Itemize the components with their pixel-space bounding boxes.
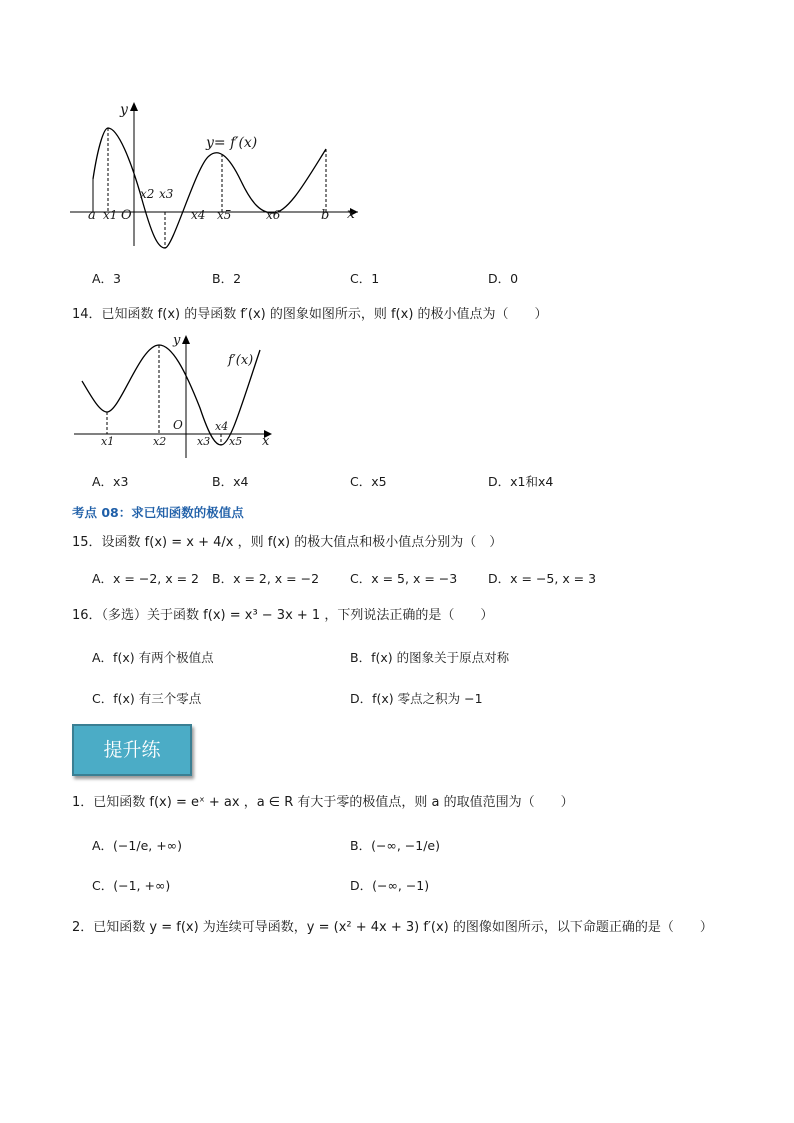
derivative-graph-q14 [70,330,280,460]
curve-label: y= f′(x) [206,135,258,151]
banner-label: 提升练 [103,739,161,761]
tick-label: a [88,208,96,223]
tick-label: x2 [140,187,155,201]
derivative-graph-q13 [66,96,366,256]
curve-label: f′(x) [228,353,254,368]
section-title: 考点 08：求已知函数的极值点 [72,505,244,520]
q14-stem: 14．已知函数 f(x) 的导函数 f′(x) 的图象如图所示，则 f(x) 的极小值点为（ ） [72,307,548,322]
q15-option-c[interactable]: C．x = 5, x = −3 [350,571,458,586]
y-axis-arrow [182,335,190,344]
p2-stem: 2．已知函数 y = f(x) 为连续可导函数，y = (x² + 4x + 3) f′(x) 的图像如图所示，以下命题正确的是（ ） [72,920,713,935]
tick-label: x6 [266,208,281,222]
q13-option-b[interactable]: B．2 [212,271,242,286]
q15-stem: 15．设函数 f(x) = x + 4/x ，则 f(x) 的极大值点和极小值点分别为（ ） [72,535,503,550]
tick-label: x4 [191,208,206,222]
q16-option-d[interactable]: D．f(x) 零点之积为 −1 [350,691,483,706]
x-axis-label: x [347,206,355,222]
tick-label: x5 [217,208,232,222]
y-label: y [120,102,128,118]
tick-label: x1 [101,435,115,448]
p1-option-b[interactable]: B．(−∞, −1/e) [350,838,440,853]
origin-label: O [121,208,132,223]
tick-label: x1 [103,208,118,222]
x-axis-label: x [262,434,270,449]
origin-label: O [173,418,183,432]
practice-banner [72,724,192,776]
q14-option-a[interactable]: A．x3 [92,474,129,489]
y-label: y [173,333,181,348]
q14-option-d[interactable]: D．x1和x4 [488,474,554,489]
q16-stem: 16．（多选）关于函数 f(x) = x³ − 3x + 1 ，下列说法正确的是（ ） [72,608,494,623]
tick-label: x2 [153,435,167,448]
tick-label: x3 [197,435,211,448]
q13-option-c[interactable]: C．1 [350,271,380,286]
p1-stem: 1．已知函数 f(x) = eˣ + ax ，a ∈ R 有大于零的极值点，则 a 的取值范围为（ ） [72,795,574,810]
p1-option-d[interactable]: D．(−∞, −1) [350,878,430,893]
y-axis-arrow [130,102,138,111]
tick-label: b [321,208,330,223]
q15-option-a[interactable]: A．x = −2, x = 2 [92,571,200,586]
q16-option-b[interactable]: B．f(x) 的图象关于原点对称 [350,650,510,665]
tick-label: x3 [159,187,174,201]
q13-option-a[interactable]: A．3 [92,271,122,286]
q16-option-c[interactable]: C．f(x) 有三个零点 [92,691,202,706]
q14-option-c[interactable]: C．x5 [350,474,387,489]
tick-label: x5 [229,435,243,448]
q16-option-a[interactable]: A．f(x) 有两个极值点 [92,650,214,665]
q14-option-b[interactable]: B．x4 [212,474,249,489]
q13-option-d[interactable]: D．0 [488,271,519,286]
q15-option-b[interactable]: B．x = 2, x = −2 [212,571,320,586]
p1-option-a[interactable]: A．(−1/e, +∞) [92,838,182,853]
p1-option-c[interactable]: C．(−1, +∞) [92,878,171,893]
tick-label: x4 [215,420,229,433]
q15-option-d[interactable]: D．x = −5, x = 3 [488,571,597,586]
